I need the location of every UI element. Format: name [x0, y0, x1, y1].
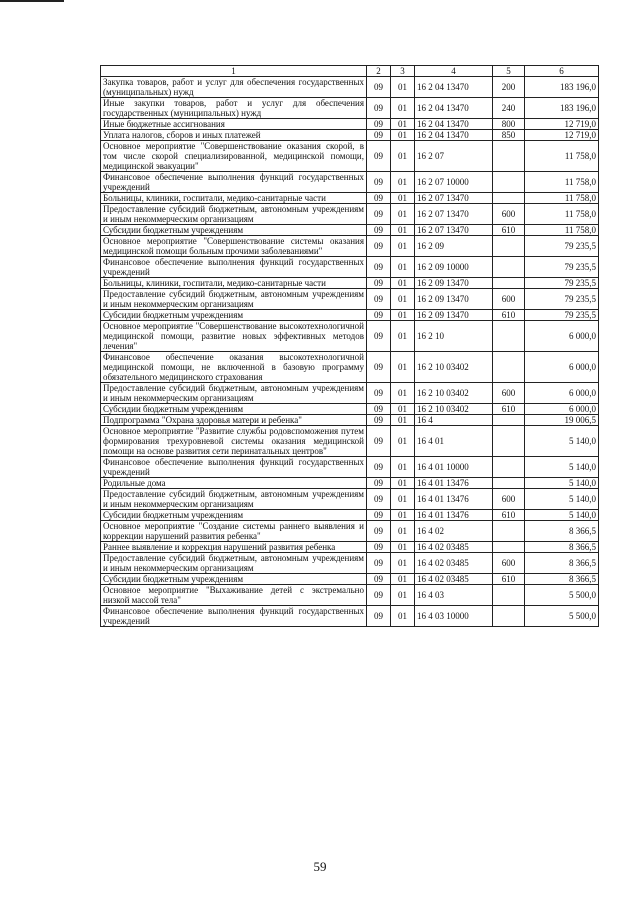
- section-cell: 09: [367, 542, 391, 553]
- table-row: [101, 310, 599, 321]
- amount-cell: 11 758,0: [525, 141, 599, 172]
- expense-type-cell: [493, 426, 525, 457]
- row-name-cell: Иные бюджетные ассигнования: [101, 119, 367, 130]
- table-row: [101, 204, 599, 225]
- section-cell: 09: [367, 257, 391, 278]
- expense-type-cell: 610: [493, 225, 525, 236]
- subsection-cell: 01: [391, 119, 415, 130]
- row-name-cell: Финансовое обеспечение выполнения функций государственных учреждений: [101, 257, 367, 278]
- target-article-cell: 16 2 09 13470: [415, 278, 493, 289]
- row-name-cell: Предоставление субсидий бюджетным, автономным учреждениям и иным некоммерческим организациям: [101, 383, 367, 404]
- header-cell: 5: [493, 66, 525, 77]
- target-article-cell: 16 2 09 13470: [415, 289, 493, 310]
- target-article-cell: 16 2 10 03402: [415, 404, 493, 415]
- row-name-cell: Финансовое обеспечение выполнения функций государственных учреждений: [101, 172, 367, 193]
- subsection-cell: 01: [391, 426, 415, 457]
- header-cell: 1: [101, 66, 367, 77]
- table-row: [101, 352, 599, 383]
- expense-type-cell: [493, 415, 525, 426]
- target-article-cell: 16 2 10: [415, 321, 493, 352]
- amount-cell: 11 758,0: [525, 172, 599, 193]
- amount-cell: 5 140,0: [525, 426, 599, 457]
- target-article-cell: 16 4 02 03485: [415, 553, 493, 574]
- amount-cell: 6 000,0: [525, 404, 599, 415]
- amount-cell: 79 235,5: [525, 236, 599, 257]
- subsection-cell: 01: [391, 383, 415, 404]
- table-row: [101, 98, 599, 119]
- row-name-cell: Подпрограмма "Охрана здоровья матери и ребенка": [101, 415, 367, 426]
- subsection-cell: 01: [391, 553, 415, 574]
- section-cell: 09: [367, 141, 391, 172]
- amount-cell: 183 196,0: [525, 98, 599, 119]
- subsection-cell: 01: [391, 457, 415, 478]
- target-article-cell: 16 4 02 03485: [415, 542, 493, 553]
- table-row: [101, 289, 599, 310]
- subsection-cell: 01: [391, 404, 415, 415]
- table-row: [101, 278, 599, 289]
- table-row: [101, 321, 599, 352]
- target-article-cell: 16 2 09 10000: [415, 257, 493, 278]
- amount-cell: 8 366,5: [525, 521, 599, 542]
- subsection-cell: 01: [391, 321, 415, 352]
- expense-type-cell: [493, 141, 525, 172]
- table-row: [101, 521, 599, 542]
- expense-type-cell: [493, 606, 525, 627]
- expense-type-cell: [493, 193, 525, 204]
- target-article-cell: 16 2 04 13470: [415, 98, 493, 119]
- table-row: [101, 489, 599, 510]
- target-article-cell: 16 2 09 13470: [415, 310, 493, 321]
- expense-type-cell: [493, 172, 525, 193]
- section-cell: 09: [367, 130, 391, 141]
- section-cell: 09: [367, 278, 391, 289]
- row-name-cell: Субсидии бюджетным учреждениям: [101, 574, 367, 585]
- amount-cell: 5 140,0: [525, 457, 599, 478]
- target-article-cell: 16 4: [415, 415, 493, 426]
- subsection-cell: 01: [391, 521, 415, 542]
- subsection-cell: 01: [391, 172, 415, 193]
- table-row: [101, 553, 599, 574]
- section-cell: 09: [367, 553, 391, 574]
- expense-type-cell: [493, 257, 525, 278]
- expense-type-cell: 800: [493, 119, 525, 130]
- row-name-cell: Основное мероприятие "Совершенствование системы оказания медицинской помощи больным прочими заболеваниями": [101, 236, 367, 257]
- row-name-cell: Субсидии бюджетным учреждениям: [101, 310, 367, 321]
- target-article-cell: 16 4 01 10000: [415, 457, 493, 478]
- expense-type-cell: 600: [493, 553, 525, 574]
- expense-type-cell: [493, 521, 525, 542]
- amount-cell: 79 235,5: [525, 310, 599, 321]
- expense-type-cell: 600: [493, 289, 525, 310]
- section-cell: 09: [367, 510, 391, 521]
- row-name-cell: Основное мероприятие "Совершенствование высокотехнологичной медицинской помощи, развитие новых эффективных методов лечения": [101, 321, 367, 352]
- row-name-cell: Предоставление субсидий бюджетным, автономным учреждениям и иным некоммерческим организациям: [101, 289, 367, 310]
- row-name-cell: Родильные дома: [101, 478, 367, 489]
- amount-cell: 79 235,5: [525, 257, 599, 278]
- subsection-cell: 01: [391, 510, 415, 521]
- target-article-cell: 16 4 01: [415, 426, 493, 457]
- section-cell: 09: [367, 606, 391, 627]
- section-cell: 09: [367, 383, 391, 404]
- table-row: [101, 172, 599, 193]
- expense-type-cell: 610: [493, 574, 525, 585]
- table-row: [101, 478, 599, 489]
- expense-type-cell: 600: [493, 204, 525, 225]
- amount-cell: 79 235,5: [525, 278, 599, 289]
- table-row: [101, 257, 599, 278]
- target-article-cell: 16 2 07 13470: [415, 225, 493, 236]
- table-row: [101, 585, 599, 606]
- row-name-cell: Основное мероприятие "Выхаживание детей с экстремально низкой массой тела": [101, 585, 367, 606]
- section-cell: 09: [367, 457, 391, 478]
- table-row: [101, 130, 599, 141]
- table-row: [101, 606, 599, 627]
- subsection-cell: 01: [391, 606, 415, 627]
- table-row: [101, 510, 599, 521]
- subsection-cell: 01: [391, 489, 415, 510]
- top-rule: [0, 0, 64, 2]
- target-article-cell: 16 4 01 13476: [415, 489, 493, 510]
- expense-type-cell: 600: [493, 489, 525, 510]
- section-cell: 09: [367, 236, 391, 257]
- header-cell: 3: [391, 66, 415, 77]
- row-name-cell: Предоставление субсидий бюджетным, автономным учреждениям и иным некоммерческим организациям: [101, 204, 367, 225]
- subsection-cell: 01: [391, 236, 415, 257]
- expense-type-cell: 240: [493, 98, 525, 119]
- target-article-cell: 16 2 07 13470: [415, 193, 493, 204]
- expense-type-cell: [493, 278, 525, 289]
- row-name-cell: Раннее выявление и коррекция нарушений развития ребенка: [101, 542, 367, 553]
- expense-type-cell: 610: [493, 404, 525, 415]
- section-cell: 09: [367, 574, 391, 585]
- amount-cell: 5 140,0: [525, 478, 599, 489]
- section-cell: 09: [367, 426, 391, 457]
- section-cell: 09: [367, 193, 391, 204]
- page-number: 59: [313, 859, 327, 874]
- row-name-cell: Финансовое обеспечение выполнения функций государственных учреждений: [101, 606, 367, 627]
- amount-cell: 5 140,0: [525, 510, 599, 521]
- subsection-cell: 01: [391, 225, 415, 236]
- amount-cell: 8 366,5: [525, 553, 599, 574]
- target-article-cell: 16 2 07 13470: [415, 204, 493, 225]
- subsection-cell: 01: [391, 278, 415, 289]
- row-name-cell: Больницы, клиники, госпитали, медико-санитарные части: [101, 193, 367, 204]
- table-row: [101, 141, 599, 172]
- amount-cell: 8 366,5: [525, 542, 599, 553]
- section-cell: 09: [367, 172, 391, 193]
- row-name-cell: Финансовое обеспечение выполнения функций государственных учреждений: [101, 457, 367, 478]
- table-row: [101, 77, 599, 98]
- amount-cell: 183 196,0: [525, 77, 599, 98]
- table-row: [101, 119, 599, 130]
- target-article-cell: 16 2 07: [415, 141, 493, 172]
- table-row: [101, 542, 599, 553]
- amount-cell: 11 758,0: [525, 204, 599, 225]
- section-cell: 09: [367, 585, 391, 606]
- section-cell: 09: [367, 415, 391, 426]
- row-name-cell: Иные закупки товаров, работ и услуг для обеспечения государственных (муниципальных) нужд: [101, 98, 367, 119]
- section-cell: 09: [367, 310, 391, 321]
- section-cell: 09: [367, 204, 391, 225]
- target-article-cell: 16 2 09: [415, 236, 493, 257]
- row-name-cell: Уплата налогов, сборов и иных платежей: [101, 130, 367, 141]
- section-cell: 09: [367, 404, 391, 415]
- section-cell: 09: [367, 521, 391, 542]
- subsection-cell: 01: [391, 310, 415, 321]
- row-name-cell: Больницы, клиники, госпитали, медико-санитарные части: [101, 278, 367, 289]
- subsection-cell: 01: [391, 542, 415, 553]
- table-row: [101, 225, 599, 236]
- section-cell: 09: [367, 119, 391, 130]
- amount-cell: 5 500,0: [525, 585, 599, 606]
- row-name-cell: Основное мероприятие "Совершенствование оказания скорой, в том числе скорой специализированной, медицинской помощи, медицинской эвакуации": [101, 141, 367, 172]
- section-cell: 09: [367, 489, 391, 510]
- target-article-cell: 16 2 07 10000: [415, 172, 493, 193]
- subsection-cell: 01: [391, 478, 415, 489]
- row-name-cell: Предоставление субсидий бюджетным, автономным учреждениям и иным некоммерческим организациям: [101, 489, 367, 510]
- table-row: [101, 457, 599, 478]
- subsection-cell: 01: [391, 257, 415, 278]
- target-article-cell: 16 2 04 13470: [415, 77, 493, 98]
- amount-cell: 12 719,0: [525, 130, 599, 141]
- target-article-cell: 16 2 10 03402: [415, 383, 493, 404]
- header-row: [101, 66, 599, 77]
- header-cell: 2: [367, 66, 391, 77]
- row-name-cell: Субсидии бюджетным учреждениям: [101, 510, 367, 521]
- expense-type-cell: [493, 478, 525, 489]
- amount-cell: 5 500,0: [525, 606, 599, 627]
- expense-type-cell: [493, 236, 525, 257]
- row-name-cell: Предоставление субсидий бюджетным, автономным учреждениям и иным некоммерческим организациям: [101, 553, 367, 574]
- target-article-cell: 16 4 03 10000: [415, 606, 493, 627]
- section-cell: 09: [367, 478, 391, 489]
- table-row: [101, 404, 599, 415]
- amount-cell: 79 235,5: [525, 289, 599, 310]
- row-name-cell: Основное мероприятие "Создание системы раннего выявления и коррекции нарушений развития ребенка": [101, 521, 367, 542]
- subsection-cell: 01: [391, 98, 415, 119]
- expense-type-cell: [493, 542, 525, 553]
- header-cell: 6: [525, 66, 599, 77]
- subsection-cell: 01: [391, 193, 415, 204]
- expense-type-cell: 610: [493, 510, 525, 521]
- expense-type-cell: 200: [493, 77, 525, 98]
- target-article-cell: 16 2 04 13470: [415, 119, 493, 130]
- expense-type-cell: 610: [493, 310, 525, 321]
- table-row: [101, 236, 599, 257]
- row-name-cell: Закупка товаров, работ и услуг для обеспечения государственных (муниципальных) нужд: [101, 77, 367, 98]
- section-cell: 09: [367, 289, 391, 310]
- table-row: [101, 383, 599, 404]
- subsection-cell: 01: [391, 141, 415, 172]
- subsection-cell: 01: [391, 289, 415, 310]
- subsection-cell: 01: [391, 415, 415, 426]
- subsection-cell: 01: [391, 204, 415, 225]
- amount-cell: 8 366,5: [525, 574, 599, 585]
- row-name-cell: Субсидии бюджетным учреждениям: [101, 225, 367, 236]
- expense-type-cell: [493, 457, 525, 478]
- header-cell: 4: [415, 66, 493, 77]
- target-article-cell: 16 4 03: [415, 585, 493, 606]
- subsection-cell: 01: [391, 585, 415, 606]
- subsection-cell: 01: [391, 574, 415, 585]
- section-cell: 09: [367, 225, 391, 236]
- table-row: [101, 574, 599, 585]
- section-cell: 09: [367, 321, 391, 352]
- amount-cell: 6 000,0: [525, 383, 599, 404]
- amount-cell: 5 140,0: [525, 489, 599, 510]
- amount-cell: 12 719,0: [525, 119, 599, 130]
- row-name-cell: Финансовое обеспечение оказания высокотехнологичной медицинской помощи, не включенной в базовую программу обязательного медицинского страхования: [101, 352, 367, 383]
- target-article-cell: 16 2 10 03402: [415, 352, 493, 383]
- expense-type-cell: [493, 585, 525, 606]
- section-cell: 09: [367, 352, 391, 383]
- section-cell: 09: [367, 98, 391, 119]
- amount-cell: 6 000,0: [525, 321, 599, 352]
- table-row: [101, 415, 599, 426]
- expense-type-cell: 850: [493, 130, 525, 141]
- subsection-cell: 01: [391, 352, 415, 383]
- budget-table: [100, 65, 599, 627]
- amount-cell: 6 000,0: [525, 352, 599, 383]
- target-article-cell: 16 2 04 13470: [415, 130, 493, 141]
- row-name-cell: Основное мероприятие "Развитие службы родовспоможения путем формирования трехуровневой системы оказания медицинской помощи на основе развития сети перинатальных центров": [101, 426, 367, 457]
- table-row: [101, 426, 599, 457]
- expense-type-cell: [493, 352, 525, 383]
- section-cell: 09: [367, 77, 391, 98]
- target-article-cell: 16 4 01 13476: [415, 478, 493, 489]
- target-article-cell: 16 4 01 13476: [415, 510, 493, 521]
- expense-type-cell: 600: [493, 383, 525, 404]
- expense-type-cell: [493, 321, 525, 352]
- subsection-cell: 01: [391, 130, 415, 141]
- subsection-cell: 01: [391, 77, 415, 98]
- target-article-cell: 16 4 02 03485: [415, 574, 493, 585]
- amount-cell: 11 758,0: [525, 225, 599, 236]
- amount-cell: 19 006,5: [525, 415, 599, 426]
- table-row: [101, 193, 599, 204]
- target-article-cell: 16 4 02: [415, 521, 493, 542]
- row-name-cell: Субсидии бюджетным учреждениям: [101, 404, 367, 415]
- amount-cell: 11 758,0: [525, 193, 599, 204]
